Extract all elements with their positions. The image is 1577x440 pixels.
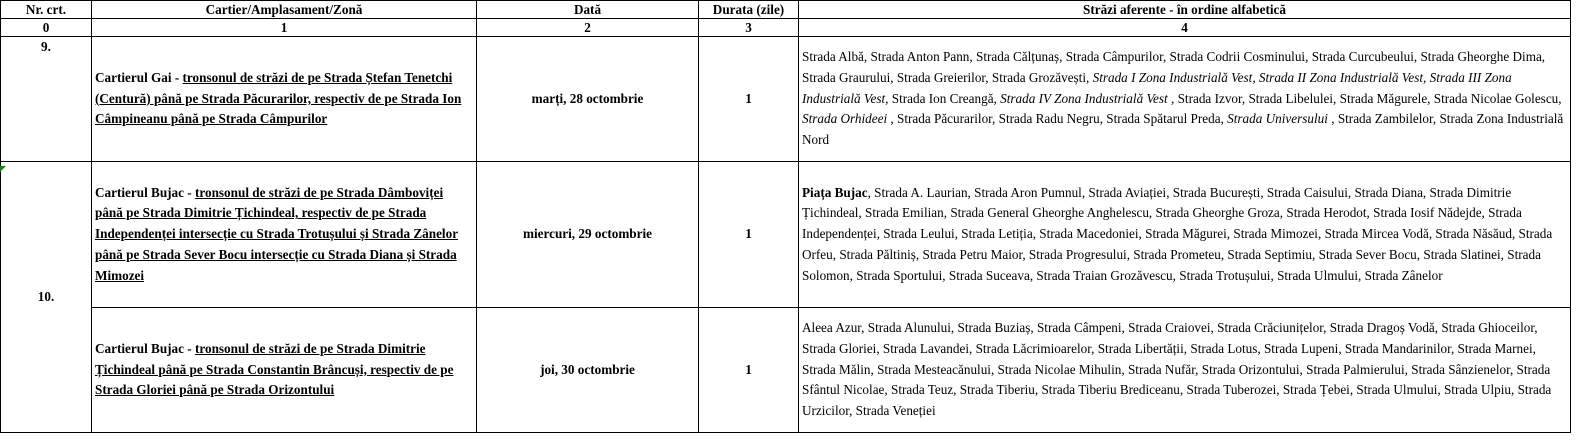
date-cell: joi, 30 octombrie [477,308,699,433]
table-row [1,308,1571,433]
cartier-cell [92,37,477,162]
cartier-section: tronsonul de străzi de pe Strada Dâmboviței până pe Strada Dimitrie Țichindeal, respectiv de pe Strada Independenței intersecție cu Strada Trotușului și Strada Zânelor până pe Strada Sever Bocu intersecție cu Strada Diana și Strada Mimozei [95,184,459,283]
index-cell: 0 [1,19,92,37]
row-number: 10. [1,162,92,433]
table-row [1,162,1571,308]
index-cell: 1 [92,19,477,37]
street-text: , Strada Izvor, Strada Libelulei, Strada Măgurele, Strada Nicolae Golescu, [1171,90,1562,106]
index-cell: 3 [699,19,799,37]
streets-cell [799,37,1571,162]
street-text: , Strada Păcurarilor, Strada Radu Negru, Strada Spătarul Preda, [890,111,1228,127]
streets-cell [799,162,1571,308]
duration-cell: 1 [699,162,799,308]
street-text: Strada I Zona Industrială Vest, Strada II Zona Industrială Vest, Strada III Zona Industrială Vest, [802,69,1512,106]
cartier-cell [92,308,477,433]
duration-cell: 1 [699,37,799,162]
cartier-name: Cartierul Bujac - [95,184,195,200]
street-text: Piața Bujac [802,184,868,200]
cartier-name: Cartierul Gai - [95,69,183,85]
cell-comment-marker [0,166,6,172]
street-text: , Strada Zambilelor, Strada Zona Industrială Nord [802,111,1564,148]
street-text: Strada Orhideei [802,111,891,127]
header-durata: Durata (zile) [699,1,799,19]
date-cell: marți, 28 octombrie [477,37,699,162]
cartier-section: tronsonul de străzi de pe Strada Ștefan Tenetchi (Centură) până pe Strada Păcurarilor, respectiv de pe Strada Ion Câmpineanu până pe Strada Câmpurilor [95,69,462,127]
row-number: 9. [1,37,92,162]
duration-cell: 1 [699,308,799,433]
date-cell: miercuri, 29 octombrie [477,162,699,308]
streets-cell [799,308,1571,433]
cartier-cell [92,162,477,308]
index-cell: 4 [799,19,1571,37]
table-row [1,37,1571,162]
header-strazi: Străzi aferente - în ordine alfabetică [799,1,1571,19]
index-row [1,19,1571,37]
street-text: Strada Universului [1227,111,1332,127]
cartier-name: Cartierul Bujac - [95,340,195,356]
index-cell: 2 [477,19,699,37]
street-text: , Strada A. Laurian, Strada Aron Pumnul, Strada Aviației, Strada București, Strada Caisului, Strada Diana, Strada Dimitrie Țichindeal, Strada Emilian, Strada General Gheorghe Anghelescu, Strada Gheorghe Groza, Strada Herodot, Strada Iosif Nădejde, Strada Independenței, Strada Leului, Strada Letiția, Strada Macedoniei, Strada Măgurei, Strada Mimozei, Strada Mircea Vodă, Strada Năsăud, Strada Orfeu, Strada Păltiniș, Strada Petru Maior, Strada Progresului, Strada Prometeu, Strada Septimiu, Strada Sever Bocu, Strada Slatinei, Strada Solomon, Strada Sportului, Strada Suceava, Strada Traian Grozăvescu, Strada Trotușului, Strada Ulmului, Strada Zânelor [802,184,1553,283]
header-cartier: Cartier/Amplasament/Zonă [92,1,477,19]
street-text: Strada IV Zona Industrială Vest [1000,90,1171,106]
header-row [1,1,1571,19]
header-nr: Nr. crt. [1,1,92,19]
header-data: Dată [477,1,699,19]
street-text: Aleea Azur, Strada Alunului, Strada Buziaș, Strada Câmpeni, Strada Craiovei, Strada Crăciunițelor, Strada Dragoș Vodă, Strada Ghioceilor, Strada Gloriei, Strada Lavandei, Strada Lăcrimioarelor, Strada Libertății, Strada Lotus, Strada Lupeni, Strada Mandarinilor, Strada Marnei, Strada Mălin, Strada Mesteacănului, Strada Nicolae Mihulin, Strada Nufăr, Strada Orizontului, Strada Palmierului, Strada Sânzienelor, Strada Sfântul Nicolae, Strada Teuz, Strada Tiberiu, Strada Tiberiu Brediceanu, Strada Tuberozei, Strada Țebei, Strada Ulmului, Strada Ulpiu, Strada Urzicilor, Strada Veneției [802,320,1552,419]
street-text: Strada Albă, Strada Anton Pann, Strada Călțunaș, Strada Câmpurilor, Strada Codrii Cosminului, Strada Curcubeului, Strada Gheorghe Dima, Strada Graurului, Strada Greierilor, Strada Grozăvești, [802,49,1546,85]
street-text: Strada Ion Creangă, [891,90,1001,106]
cartier-section: tronsonul de străzi de pe Strada Dimitrie Țichindeal până pe Strada Constantin Brâncuși, respectiv de pe Strada Gloriei până pe Strada Orizontului [95,340,454,398]
